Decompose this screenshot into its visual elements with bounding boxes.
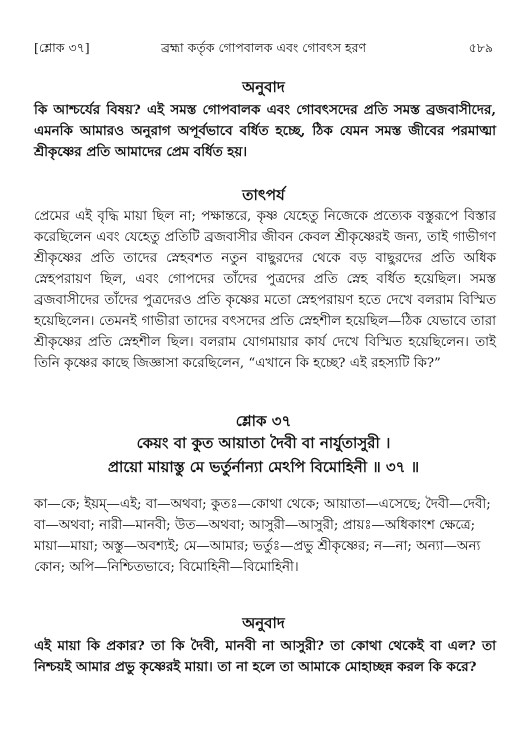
running-header xyxy=(34,40,493,60)
verse-line-1: কেয়ং বা কুত আয়াতা দৈবী বা নার্যুতাসুরী । xyxy=(136,434,391,452)
translation-text-2: এই মায়া কি প্রকার? তা কি দৈবী, মানবী না আসুরী? তা কোথা থেকেই বা এল? তা নিশ্চয়ই আমার প্রভু কৃষ্ণেরই মায়া। তা না হলে তা আমাকে মোহাচ্ছন্ন করল কি করে? xyxy=(34,638,496,675)
purport-heading: তাৎপর্য xyxy=(242,186,285,204)
translation-text: কি আশ্চর্যের বিষয়? এই সমস্ত গোপবালক এবং গোবৎসদের প্রতি সমস্ত ব্রজবাসীদের, এমনকি আমারও অনুরাগ অপূর্বভাবে বর্ধিত হচ্ছে, ঠিক যেমন সমস্ত জীবের পরমাত্মা শ্রীকৃষ্ণের প্রতি আমাদের প্রেম বর্ধিত হয়। xyxy=(34,102,496,160)
verse-heading: শ্লোক ৩৭ xyxy=(235,412,292,430)
synonyms-text: কা—কে; ইয়ম্—এই; বা—অথবা; কুতঃ—কোথা থেকে; আয়াতা—এসেছে; দৈবী—দেবী; বা—অথবা; নারী—মানবী; উত—অথবা; আসুরী—আসুরী; প্রায়ঃ—অধিকাংশ ক্ষেত্রে; মায়া—মায়া; অস্তু—অবশ্যই; মে—আমার; ভর্তুঃ—প্রভু শ্রীকৃষ্ণের; ন—না; অন্যা—অন্য কোন; অপি—নিশ্চিতভাবে; বিমোহিনী—বিমোহিনী। xyxy=(34,497,491,575)
verse-reference: [শ্লোক ৩৭] xyxy=(34,40,90,55)
translation-heading: অনুবাদ xyxy=(242,78,285,96)
page-number: ৫৮৯ xyxy=(468,40,493,55)
chapter-title: ব্রহ্মা কর্তৃক গোপবালক এবং গোবৎস হরণ xyxy=(160,40,367,55)
verse-line-2: প্রায়ো মায়াস্তু মে ভর্তুর্নান্যা মেঽপি বিমোহিনী ॥ ৩৭ ॥ xyxy=(107,458,420,476)
translation-heading-2: অনুবাদ xyxy=(242,614,285,632)
purport-text: প্রেমের এই বৃদ্ধি মায়া ছিল না; পক্ষান্তরে, কৃষ্ণ যেহেতু নিজেকে প্রত্যেক বস্তুরূপে বিস্তার করেছিলেন এবং যেহেতু প্রতিটি ব্রজবাসীর জীবন কেবল শ্রীকৃষ্ণেরই জন্য, তাই গাভীগণ শ্রীকৃষ্ণের প্রতি তাদের স্নেহবশত নতুন বাছুরদের থেকে বড় বাছুরদের প্রতি অধিক স্নেহপরায়ণ ছিল, এবং গোপদের তাঁদের পুত্রদের প্রতি স্নেহ বর্ধিত হয়েছিল। সমস্ত ব্রজবাসীদের তাঁদের পুত্রদেরও প্রতি কৃষ্ণের মতো স্নেহপরায়ণ হতে দেখে বলরাম বিস্মিত হয়েছিলেন। তেমনই গাভীরা তাদের বৎসদের প্রতি স্নেহশীল হয়েছিল—ঠিক যেভাবে তারা শ্রীকৃষ্ণের প্রতি স্নেহশীল ছিল। বলরাম যোগমায়ার কার্য দেখে বিস্মিত হয়েছিলেন। তাই তিনি কৃষ্ণের কাছে জিজ্ঞাসা করেছিলেন, “এখানে কি হচ্ছে? এই রহস্যটি কি?” xyxy=(34,209,496,371)
